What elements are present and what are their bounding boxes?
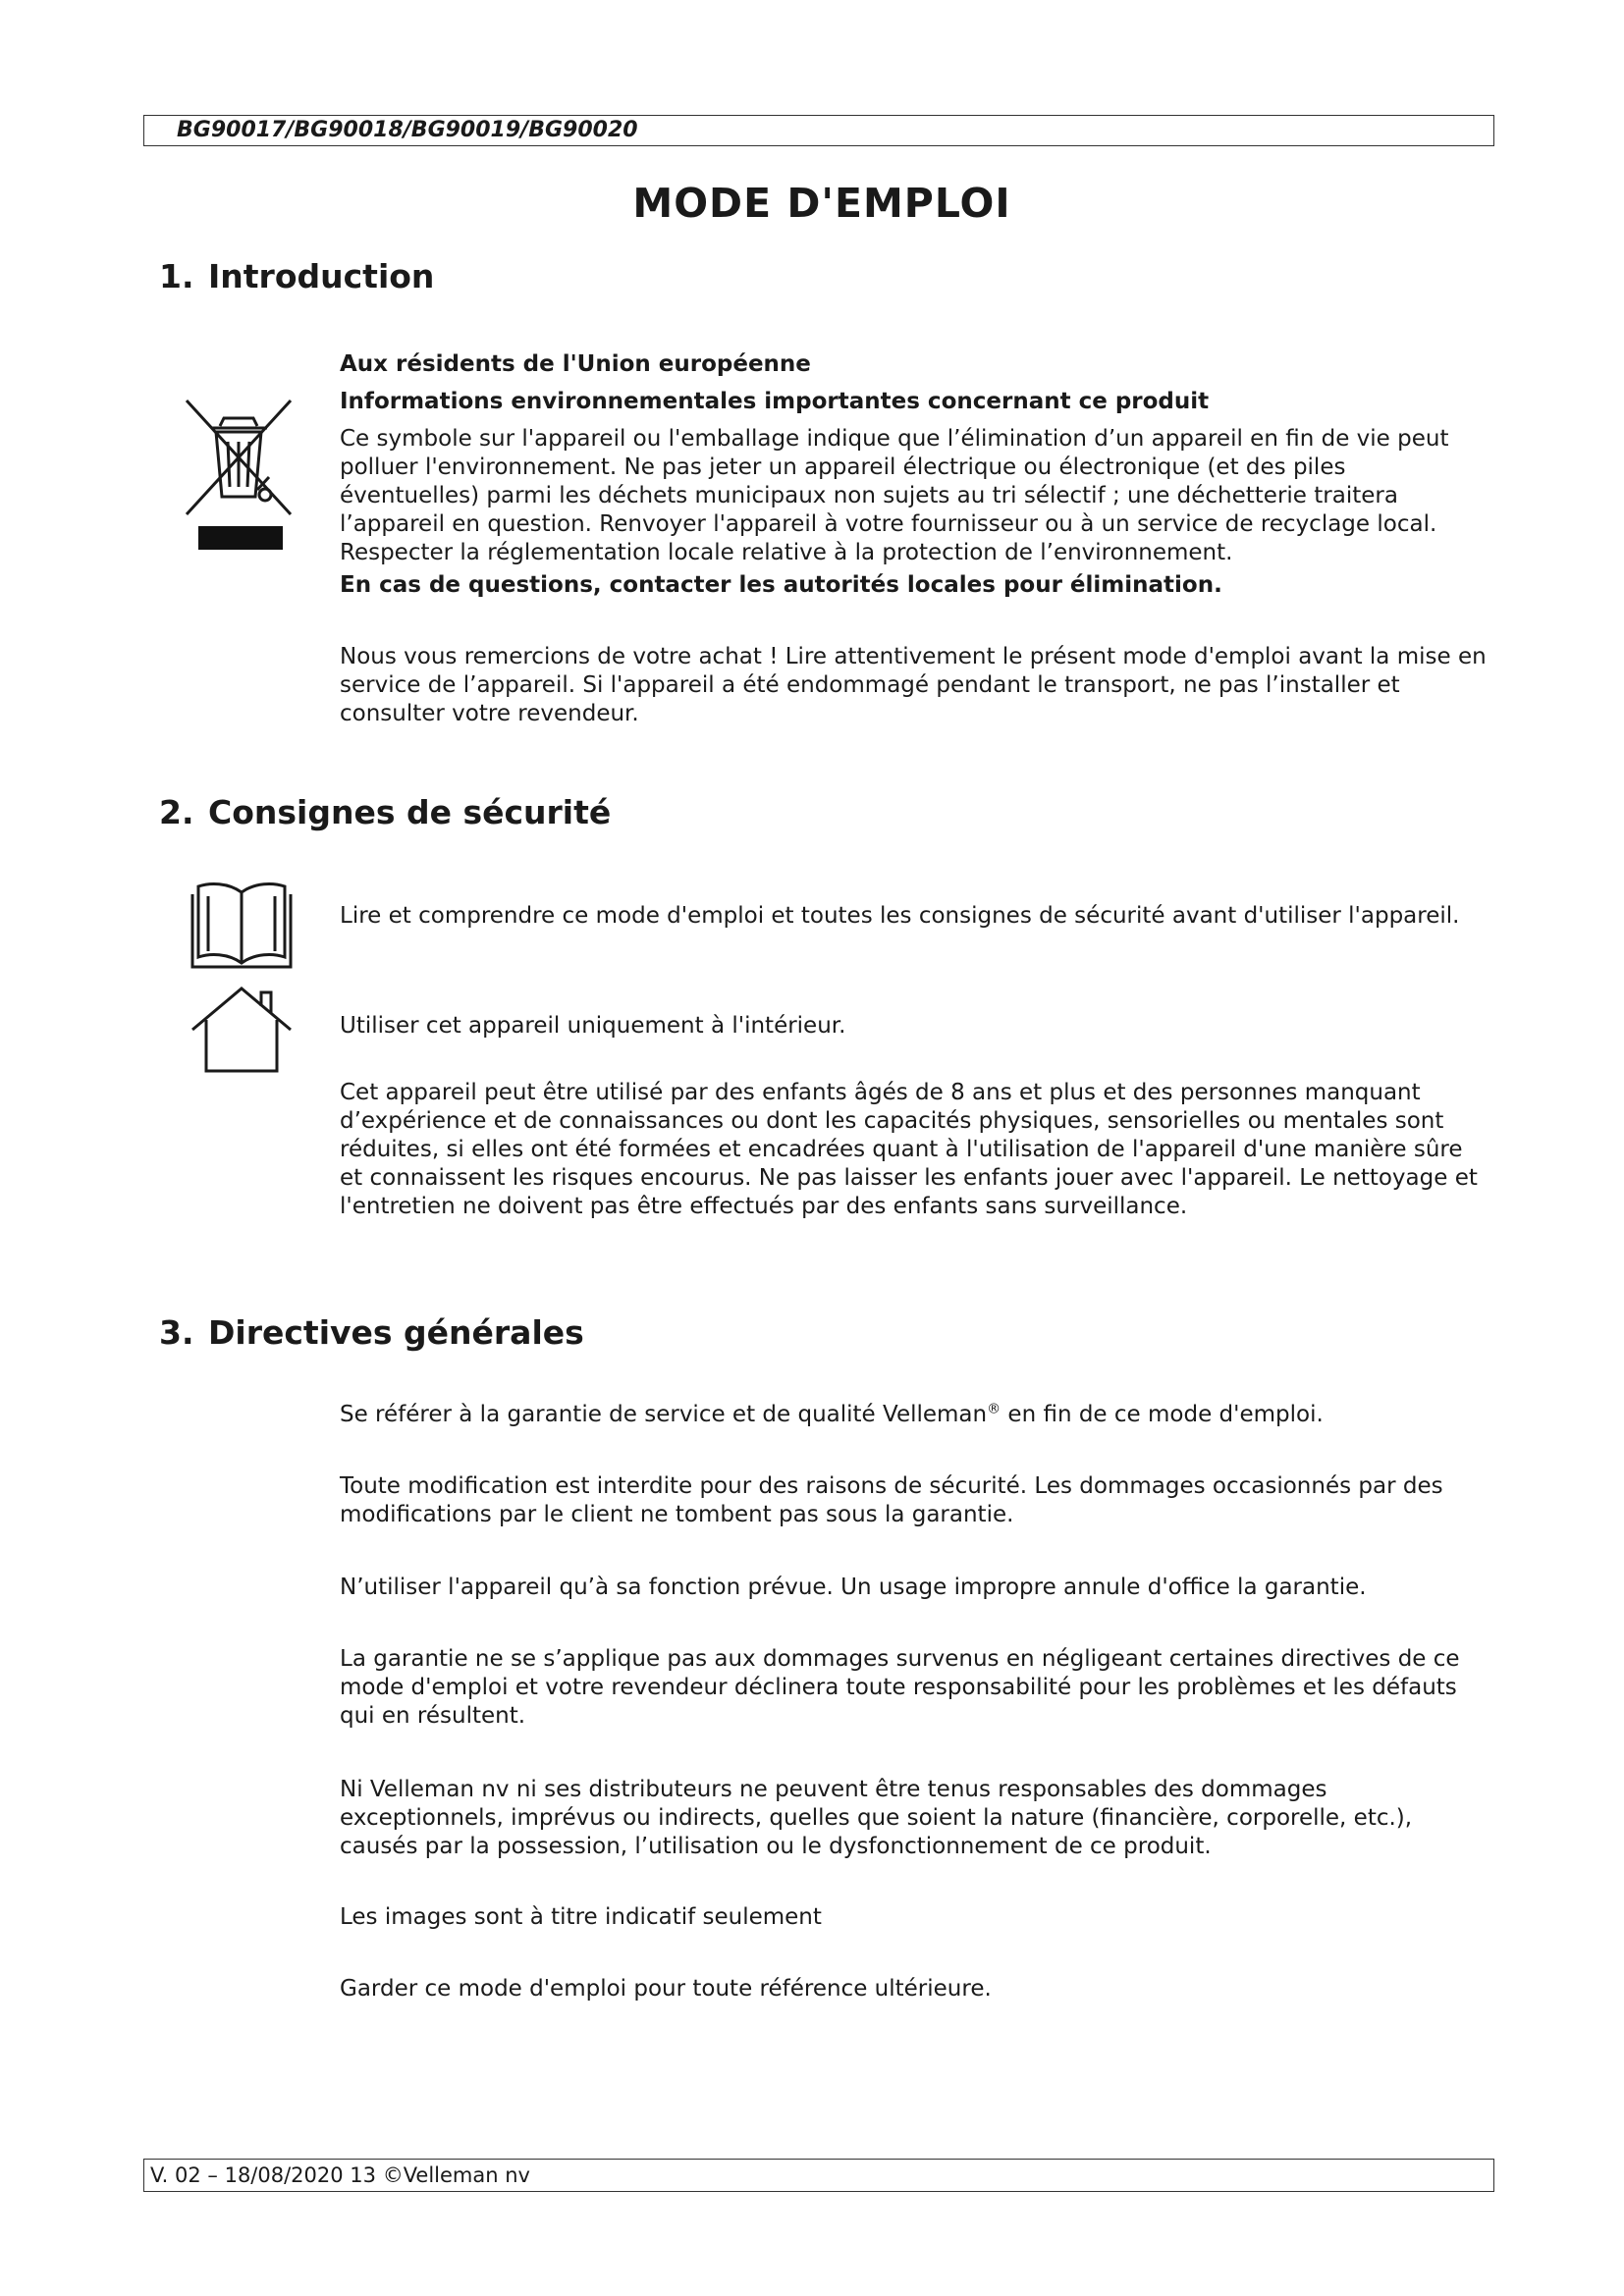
environmental-info-heading: Informations environnementales importantes concernant ce produit	[340, 389, 1210, 414]
warranty-reference-text-end: en fin de ce mode d'emploi.	[1001, 1402, 1324, 1427]
page-title: MODE D'EMPLOI	[632, 180, 1011, 227]
section-number: 2.	[159, 793, 194, 831]
liability-disclaimer: Ni Velleman nv ni ses distributeurs ne peuvent être tenus responsables des dommages exceptionnels, imprévus ou indirects, quelles que soient la nature (financière, corporelle, etc.), causés par la possession, l’utilisation ou le dysfonctionnement de ce produit.	[340, 1777, 1413, 1859]
warranty-reference-text: Se référer à la garantie de service et de qualité Velleman	[340, 1402, 988, 1427]
read-manual-book-icon	[189, 879, 295, 969]
weee-disposal-text: Ce symbole sur l'appareil ou l'emballage indique que l’élimination d’un appareil en fin de vie peut polluer l'environnement. Ne pas jeter un appareil électrique ou électronique (et des piles éventuelles) parmi les déchets municipaux non sujets au tri sélectif ; une déchetterie traitera l’appareil en question. Renvoyer l'appareil à votre fournisseur ou à un service de recyclage local. Respecter la réglementation locale relative à la protection de l’environnement.	[340, 426, 1449, 565]
section-title: Introduction	[208, 257, 435, 295]
warranty-reference	[340, 1401, 1489, 1429]
section-title: Directives générales	[208, 1313, 584, 1352]
children-safety-text: Cet appareil peut être utilisé par des enfants âgés de 8 ans et plus et des personnes manquant d’expérience et de connaissances ou dont les capacités physiques, sensorielles ou mentales sont réduites, si elles ont été formées et encadrées quant à l'utilisation de l'appareil d'une manière sûre et connaissent les risques encourus. Ne pas laisser les enfants jouer avec l'appareil. Le nettoyage et l'entretien ne doivent pas être effectués par des enfants sans surveillance.	[340, 1080, 1478, 1219]
keep-manual-note: Garder ce mode d'emploi pour toute référence ultérieure.	[340, 1976, 992, 2002]
images-indicative-note: Les images sont à titre indicatif seulement	[340, 1904, 822, 1930]
contact-authorities-note: En cas de questions, contacter les autorités locales pour élimination.	[340, 572, 1222, 598]
thank-you-text: Nous vous remercions de votre achat ! Lire attentivement le présent mode d'emploi avant la mise en service de l’appareil. Si l'appareil a été endommagé pendant le transport, ne pas l’installer et consulter votre revendeur.	[340, 644, 1487, 726]
indoor-use-house-icon	[190, 985, 293, 1073]
section-number: 1.	[159, 257, 194, 295]
modification-warning: Toute modification est interdite pour des raisons de sécurité. Les dommages occasionnés par des modifications par le client ne tombent pas sous la garantie.	[340, 1473, 1443, 1527]
header-model-numbers: BG90017/BG90018/BG90019/BG90020	[143, 115, 1494, 146]
registered-mark: ®	[987, 1401, 1001, 1417]
section-number: 3.	[159, 1313, 194, 1352]
read-manual-instruction: Lire et comprendre ce mode d'emploi et toutes les consignes de sécurité avant d'utiliser l'appareil.	[340, 903, 1460, 929]
warranty-exclusion-text: La garantie ne se s’applique pas aux dommages survenus en négligeant certaines directives de ce mode d'emploi et votre revendeur déclinera toute responsabilité pour les problèmes et les défauts qui en résultent.	[340, 1646, 1460, 1729]
section-heading-general-guidelines	[159, 1313, 584, 1352]
intended-use-text: N’utiliser l'appareil qu’à sa fonction prévue. Un usage impropre annule d'office la garantie.	[340, 1575, 1367, 1600]
footer-version: V. 02 – 18/08/2020 13 ©Velleman nv	[143, 2159, 1494, 2192]
section-title: Consignes de sécurité	[208, 793, 612, 831]
section-heading-introduction	[159, 257, 434, 295]
eu-residents-heading: Aux résidents de l'Union européenne	[340, 351, 811, 377]
weee-crossed-bin-icon	[185, 397, 295, 552]
section-heading-safety	[159, 793, 611, 831]
indoor-use-instruction: Utiliser cet appareil uniquement à l'intérieur.	[340, 1013, 846, 1039]
